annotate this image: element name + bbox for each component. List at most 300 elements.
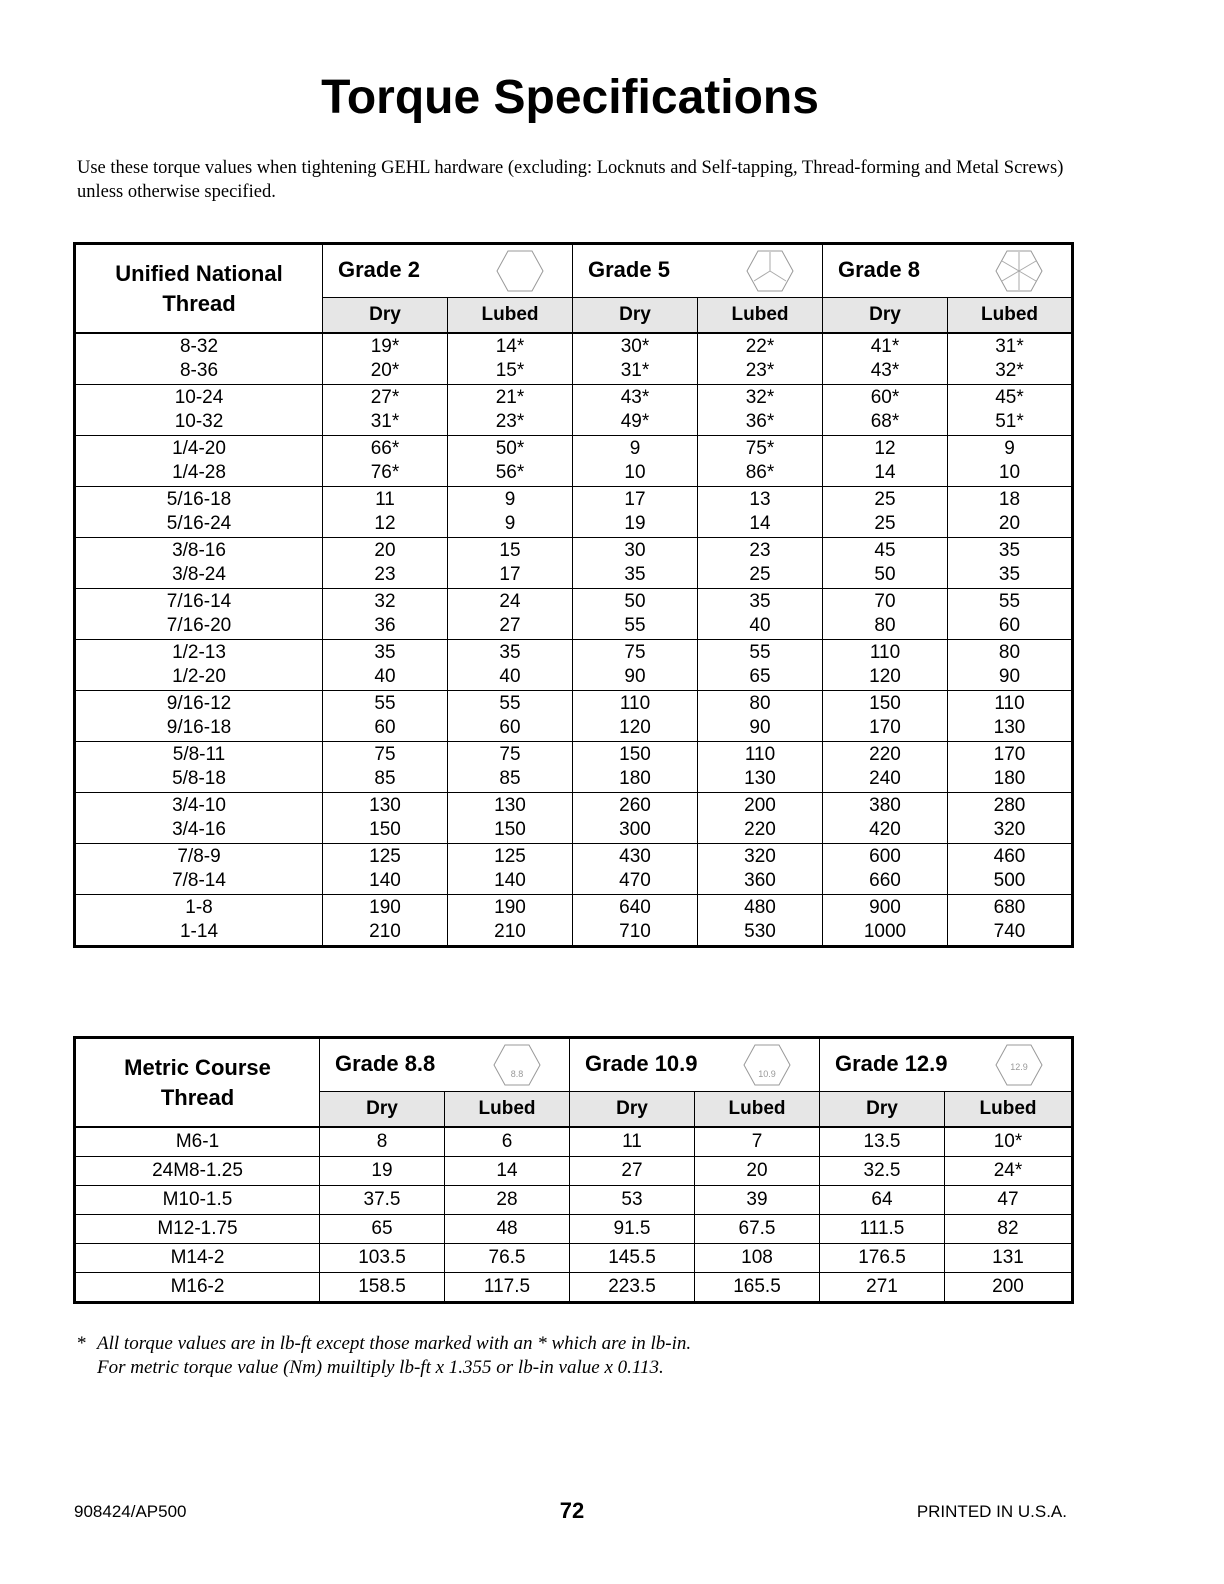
torque-value: 17: [624, 489, 646, 510]
torque-value: 50: [624, 591, 646, 612]
torque-value: 21*: [495, 387, 525, 408]
grade-8-dry-header: Dry: [823, 298, 948, 334]
torque-value: 49*: [620, 411, 650, 432]
metric-header-line2: Thread: [160, 1084, 235, 1110]
table-row: [75, 691, 1073, 742]
torque-value: 260: [619, 795, 651, 816]
torque-value-cell: 165.5: [695, 1273, 820, 1303]
torque-value: 140: [369, 870, 401, 891]
table-row: [75, 844, 1073, 895]
table-row: [75, 742, 1073, 793]
thread-size-cell: [75, 742, 323, 793]
torque-value-cell: [948, 793, 1073, 844]
intro-paragraph: Use these torque values when tightening GEHL hardware (excluding: Locknuts and Self-tapping, Thread-forming and Metal Screws) unless otherwise specified.: [77, 158, 1064, 202]
thread-size-cell: [75, 640, 323, 691]
torque-value: 60*: [870, 387, 900, 408]
grade-8-label: Grade 8: [838, 257, 920, 282]
grade-10-9-label: Grade 10.9: [585, 1051, 698, 1076]
printed-in-usa: PRINTED IN U.S.A.: [916, 1502, 1067, 1521]
torque-value: 25: [874, 489, 896, 510]
table-row: [75, 487, 1073, 538]
torque-value-cell: [948, 538, 1073, 589]
grade-12-9-hex-mark: 12.9: [1010, 1062, 1028, 1072]
torque-value: 90: [624, 666, 646, 687]
grade-10-9-dry-header: Dry: [570, 1092, 695, 1128]
unified-header-line2: Thread: [162, 290, 236, 316]
torque-value: 420: [869, 819, 901, 840]
grade-2-hex-head-icon: [496, 249, 544, 293]
thread-size: 1/2-20: [172, 666, 226, 687]
unified-thread-table: [73, 242, 1074, 948]
torque-value-cell: [823, 742, 948, 793]
torque-value: 80: [998, 642, 1021, 663]
torque-value-cell: [948, 844, 1073, 895]
torque-value-cell: [948, 487, 1073, 538]
torque-value: 80: [874, 615, 896, 636]
torque-value-cell: [823, 538, 948, 589]
torque-value-cell: [448, 895, 573, 947]
torque-value: 41*: [870, 336, 900, 357]
torque-value: 18: [998, 489, 1021, 510]
torque-value: 110: [619, 693, 651, 714]
thread-size: 8-36: [179, 360, 219, 381]
torque-value: 660: [869, 870, 901, 891]
torque-value: 65: [749, 666, 771, 687]
torque-value: 19*: [370, 336, 400, 357]
grade-5-header: [573, 244, 823, 298]
torque-value-cell: [948, 640, 1073, 691]
thread-size-cell: [75, 844, 323, 895]
torque-value: 45*: [995, 387, 1024, 408]
torque-value: 43*: [620, 387, 650, 408]
torque-value: 380: [869, 795, 901, 816]
torque-value: 85: [499, 768, 521, 789]
torque-value: 13: [749, 489, 771, 510]
torque-value-cell: 111.5: [820, 1215, 945, 1244]
torque-value-cell: 27: [570, 1157, 695, 1186]
torque-value: 30: [624, 540, 646, 561]
grade-10-9-lubed-header: Lubed: [695, 1092, 820, 1128]
torque-value-cell: [698, 844, 823, 895]
torque-value: 10: [998, 462, 1021, 483]
torque-value: 9: [504, 513, 516, 534]
torque-value: 32*: [995, 360, 1024, 381]
torque-value-cell: [823, 640, 948, 691]
thread-size-cell: [75, 436, 323, 487]
torque-value-cell: [823, 793, 948, 844]
torque-value: 24: [499, 591, 521, 612]
thread-size: 1/4-28: [172, 462, 226, 483]
thread-size-cell: [75, 333, 323, 385]
torque-value-cell: [823, 589, 948, 640]
torque-value-cell: [323, 691, 448, 742]
torque-value: 23*: [745, 360, 775, 381]
torque-value-cell: 7: [695, 1127, 820, 1157]
torque-value: 600: [869, 846, 901, 867]
torque-value-cell: [323, 844, 448, 895]
grade-8-8-label: Grade 8.8: [335, 1051, 436, 1076]
torque-value: 66*: [370, 438, 400, 459]
table-row: [75, 1273, 1073, 1303]
torque-value: 43*: [870, 360, 900, 381]
torque-value: 31*: [620, 360, 650, 381]
thread-size-cell: [75, 793, 323, 844]
thread-size: 7/16-20: [166, 615, 232, 636]
torque-value: 710: [619, 921, 651, 942]
thread-size: 3/8-16: [172, 540, 226, 561]
torque-value-cell: [948, 333, 1073, 385]
torque-value-cell: [323, 793, 448, 844]
torque-value: 430: [619, 846, 651, 867]
torque-value-cell: [948, 742, 1073, 793]
thread-size: 10-24: [174, 387, 224, 408]
torque-value-cell: 145.5: [570, 1244, 695, 1273]
torque-value-cell: [448, 793, 573, 844]
torque-value: 25: [874, 513, 896, 534]
torque-value: 120: [619, 717, 651, 738]
torque-value-cell: [823, 487, 948, 538]
torque-value-cell: 13.5: [820, 1127, 945, 1157]
torque-value: 31*: [370, 411, 400, 432]
torque-value: 35: [998, 564, 1021, 585]
torque-value: 23: [374, 564, 396, 585]
torque-value: 10: [624, 462, 646, 483]
torque-value: 9: [1004, 438, 1015, 459]
torque-value-cell: [323, 742, 448, 793]
torque-value: 640: [619, 897, 651, 918]
grade-2-lubed-header: Lubed: [448, 298, 573, 334]
torque-value: 9: [629, 438, 641, 459]
torque-value: 40: [749, 615, 771, 636]
torque-value-cell: [448, 844, 573, 895]
torque-value: 11: [375, 489, 395, 510]
torque-value-cell: [698, 793, 823, 844]
torque-value: 20: [374, 540, 396, 561]
torque-value: 130: [369, 795, 401, 816]
torque-value-cell: [448, 538, 573, 589]
torque-value-cell: [448, 691, 573, 742]
torque-value: 27*: [370, 387, 400, 408]
thread-size: 5/16-24: [166, 513, 232, 534]
torque-value: 17: [499, 564, 521, 585]
table-row: [75, 385, 1073, 436]
torque-value-cell: [573, 589, 698, 640]
torque-value: 360: [744, 870, 776, 891]
torque-value: 12: [874, 438, 896, 459]
torque-value: 70: [874, 591, 896, 612]
torque-value: 470: [619, 870, 651, 891]
footnote-line2-wrap: [77, 1356, 691, 1380]
torque-value: 50*: [495, 438, 525, 459]
torque-value: 19: [624, 513, 646, 534]
torque-value-cell: [698, 895, 823, 947]
thread-size: 5/8-18: [172, 768, 226, 789]
torque-value-cell: [573, 385, 698, 436]
torque-value-cell: 32.5: [820, 1157, 945, 1186]
thread-size: 3/4-16: [172, 819, 226, 840]
grade-12-9-lubed-header: Lubed: [945, 1092, 1073, 1128]
torque-value: 530: [744, 921, 776, 942]
torque-value: 40: [374, 666, 396, 687]
torque-value-cell: [448, 742, 573, 793]
torque-value-cell: 76.5: [445, 1244, 570, 1273]
grade-8-8-header: [320, 1038, 570, 1092]
thread-size: 1/4-20: [172, 438, 226, 459]
torque-value-cell: [573, 538, 698, 589]
torque-value: 85: [374, 768, 396, 789]
torque-value-cell: 39: [695, 1186, 820, 1215]
torque-value-cell: [698, 385, 823, 436]
torque-value: 35: [749, 591, 771, 612]
torque-value: 75: [624, 642, 646, 663]
torque-value: 60: [998, 615, 1021, 636]
torque-value: 180: [619, 768, 651, 789]
torque-value: 125: [494, 846, 526, 867]
torque-value-cell: 10*: [945, 1127, 1073, 1157]
metric-size-cell: M12-1.75: [75, 1215, 320, 1244]
torque-value-cell: [948, 691, 1073, 742]
torque-value: 200: [744, 795, 776, 816]
grade-8-lubed-header: Lubed: [948, 298, 1073, 334]
torque-value-cell: [448, 333, 573, 385]
torque-value: 1000: [863, 921, 907, 942]
torque-value: 110: [744, 744, 776, 765]
torque-value-cell: [948, 589, 1073, 640]
page-number: 72: [559, 1498, 585, 1523]
torque-value: 190: [494, 897, 526, 918]
torque-value: 60: [499, 717, 521, 738]
torque-value-cell: [573, 742, 698, 793]
torque-value-cell: 103.5: [320, 1244, 445, 1273]
grade-10-9-hex-mark: 10.9: [758, 1069, 776, 1079]
torque-value: 170: [869, 717, 901, 738]
torque-value: 15: [499, 540, 521, 561]
torque-value: 25: [749, 564, 771, 585]
thread-size: 1/2-13: [172, 642, 226, 663]
thread-size: 9/16-18: [166, 717, 232, 738]
table-row: [75, 1215, 1073, 1244]
table-row: [75, 589, 1073, 640]
thread-size-cell: [75, 538, 323, 589]
thread-size-cell: [75, 691, 323, 742]
torque-value-cell: [323, 538, 448, 589]
torque-value-cell: 53: [570, 1186, 695, 1215]
grade-8-8-hex-head-icon: [493, 1043, 541, 1087]
torque-value-cell: [323, 895, 448, 947]
torque-value: 320: [993, 819, 1026, 840]
grade-8-hex-head-icon: [995, 249, 1043, 293]
torque-value-cell: [323, 436, 448, 487]
torque-value: 51*: [995, 411, 1024, 432]
table-row: [75, 793, 1073, 844]
torque-value: 22*: [745, 336, 775, 357]
torque-value-cell: [698, 742, 823, 793]
torque-value: 680: [993, 897, 1026, 918]
torque-value: 55: [374, 693, 396, 714]
footnote: [77, 1332, 691, 1380]
torque-value-cell: 37.5: [320, 1186, 445, 1215]
torque-value-cell: 28: [445, 1186, 570, 1215]
torque-value: 14: [874, 462, 896, 483]
torque-value-cell: [698, 333, 823, 385]
torque-value-cell: [823, 333, 948, 385]
torque-value: 170: [993, 744, 1026, 765]
grade-5-dry-header: Dry: [573, 298, 698, 334]
torque-value-cell: 47: [945, 1186, 1073, 1215]
torque-value-cell: [698, 487, 823, 538]
torque-value: 32: [374, 591, 396, 612]
table-row: [75, 436, 1073, 487]
grade-8-header: [823, 244, 1073, 298]
grade-12-9-hex-head-icon: [995, 1043, 1043, 1087]
thread-size: 1-8: [185, 897, 213, 918]
torque-value: 35: [374, 642, 396, 663]
torque-value-cell: [448, 640, 573, 691]
thread-size: 3/8-24: [172, 564, 226, 585]
torque-value: 40: [499, 666, 521, 687]
torque-value: 130: [993, 717, 1026, 738]
torque-value-cell: [698, 589, 823, 640]
metric-size-cell: M10-1.5: [75, 1186, 320, 1215]
torque-value-cell: [823, 691, 948, 742]
torque-value: 740: [993, 921, 1026, 942]
torque-value-cell: [323, 589, 448, 640]
torque-value: 150: [619, 744, 651, 765]
torque-value: 110: [994, 693, 1025, 714]
metric-size-cell: 24M8-1.25: [75, 1157, 320, 1186]
torque-value: 75*: [745, 438, 775, 459]
torque-value-cell: 19: [320, 1157, 445, 1186]
torque-value: 240: [869, 768, 901, 789]
torque-value: 210: [494, 921, 526, 942]
torque-value-cell: [323, 640, 448, 691]
torque-value: 75: [374, 744, 396, 765]
torque-value-cell: [948, 436, 1073, 487]
torque-value-cell: 117.5: [445, 1273, 570, 1303]
torque-value-cell: [823, 436, 948, 487]
thread-size: 7/8-9: [177, 846, 221, 867]
grade-8-8-hex-mark: 8.8: [510, 1069, 524, 1079]
torque-value-cell: [823, 385, 948, 436]
torque-value-cell: [573, 487, 698, 538]
torque-value-cell: [448, 436, 573, 487]
table-row: [75, 1157, 1073, 1186]
torque-value: 75: [499, 744, 521, 765]
torque-value-cell: [948, 385, 1073, 436]
grade-2-label: Grade 2: [338, 257, 420, 282]
torque-value-cell: 6: [445, 1127, 570, 1157]
footnote-line2: For metric torque value (Nm) muiltiply lb-ft x 1.355 or lb-in value x 0.113.: [97, 1357, 664, 1378]
torque-value-cell: [573, 844, 698, 895]
grade-12-9-dry-header: Dry: [820, 1092, 945, 1128]
torque-value: 35: [499, 642, 521, 663]
thread-size: 9/16-12: [166, 693, 232, 714]
torque-value: 9: [504, 489, 516, 510]
doc-number: 908424/AP500: [74, 1502, 187, 1521]
torque-value: 130: [744, 768, 776, 789]
grade-5-label: Grade 5: [588, 257, 670, 282]
metric-thread-table: [73, 1036, 1074, 1304]
thread-size-cell: [75, 589, 323, 640]
table-row: [75, 1127, 1073, 1157]
footnote-line1-wrap: [77, 1332, 691, 1356]
torque-value-cell: [573, 793, 698, 844]
torque-value: 120: [869, 666, 901, 687]
torque-value-cell: [698, 691, 823, 742]
thread-size-cell: [75, 487, 323, 538]
torque-value-cell: [573, 436, 698, 487]
unified-thread-header: [75, 244, 323, 334]
torque-value-cell: [573, 333, 698, 385]
torque-value: 31*: [995, 336, 1024, 357]
torque-value-cell: [698, 640, 823, 691]
thread-size: 10-32: [174, 411, 224, 432]
torque-value-cell: 131: [945, 1244, 1073, 1273]
torque-value-cell: 108: [695, 1244, 820, 1273]
footnote-line1: All torque values are in lb-ft except those marked with an * which are in lb-in.: [97, 1333, 692, 1354]
torque-value: 180: [993, 768, 1026, 789]
torque-value-cell: [323, 487, 448, 538]
torque-value: 56*: [495, 462, 525, 483]
torque-value: 55: [624, 615, 646, 636]
thread-size-cell: [75, 895, 323, 947]
grade-10-9-header: [570, 1038, 820, 1092]
torque-value-cell: 14: [445, 1157, 570, 1186]
torque-value: 15*: [495, 360, 525, 381]
metric-size-cell: M14-2: [75, 1244, 320, 1273]
torque-value: 280: [993, 795, 1026, 816]
torque-value-cell: 24*: [945, 1157, 1073, 1186]
torque-value: 90: [749, 717, 771, 738]
metric-header-line1: Metric Course: [124, 1054, 271, 1080]
torque-value-cell: 64: [820, 1186, 945, 1215]
torque-value: 68*: [870, 411, 900, 432]
torque-value-cell: [948, 895, 1073, 947]
torque-value: 14*: [495, 336, 525, 357]
torque-value: 36: [374, 615, 396, 636]
torque-value: 30*: [620, 336, 650, 357]
torque-value: 35: [998, 540, 1021, 561]
torque-value: 20: [998, 513, 1021, 534]
footnote-marker: *: [77, 1333, 87, 1354]
torque-value: 76*: [370, 462, 400, 483]
torque-value: 45: [874, 540, 896, 561]
torque-value-cell: 91.5: [570, 1215, 695, 1244]
torque-value: 500: [993, 870, 1026, 891]
grade-8-8-dry-header: Dry: [320, 1092, 445, 1128]
torque-value: 90: [998, 666, 1021, 687]
torque-value: 55: [499, 693, 521, 714]
thread-size: 5/16-18: [166, 489, 232, 510]
table-row: [75, 640, 1073, 691]
torque-value-cell: [448, 589, 573, 640]
torque-value: 50: [874, 564, 896, 585]
torque-value: 320: [744, 846, 776, 867]
torque-value: 86*: [745, 462, 775, 483]
torque-value-cell: [823, 844, 948, 895]
torque-value: 12: [374, 513, 396, 534]
grade-12-9-header: [820, 1038, 1073, 1092]
page-title: Torque Specifications: [321, 71, 819, 124]
torque-value: 150: [494, 819, 526, 840]
torque-value: 36*: [745, 411, 775, 432]
torque-value: 80: [749, 693, 771, 714]
torque-value: 23*: [495, 411, 525, 432]
torque-value: 190: [369, 897, 401, 918]
torque-value: 110: [869, 642, 901, 663]
torque-value-cell: 158.5: [320, 1273, 445, 1303]
table-row: [75, 333, 1073, 385]
